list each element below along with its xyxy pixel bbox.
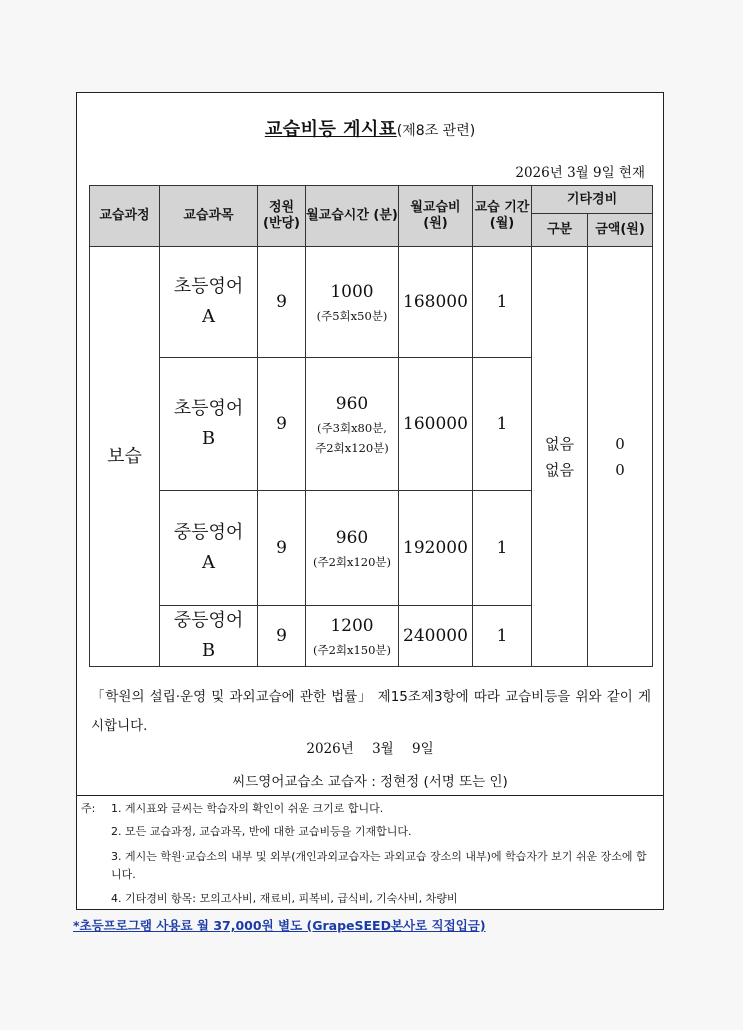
minutes-detail-2: 주2회x120분)	[315, 441, 389, 455]
note-item: 2. 모든 교습과정, 교습과목, 반에 대한 교습비등을 기재합니다.	[111, 825, 412, 838]
etc-type-2: 없음	[545, 460, 574, 479]
capacity-cell: 9	[258, 606, 306, 667]
header-minutes: 월교습시간 (분)	[306, 186, 399, 247]
period-cell: 1	[473, 358, 532, 491]
minutes-value: 1200	[330, 616, 374, 636]
header-capacity: 정원 (반당)	[258, 186, 306, 247]
subject-name: 초등영어	[173, 398, 244, 419]
minutes-value: 1000	[330, 282, 374, 302]
subject-level: A	[202, 552, 215, 573]
document-title	[77, 115, 663, 141]
table-row	[90, 247, 653, 358]
current-date: 2026년 3월 9일 현재	[515, 165, 645, 181]
period-cell: 1	[473, 491, 532, 606]
sign-date: 2026년 3월 9일	[306, 741, 434, 757]
minutes-detail: (주3회x80분,	[317, 421, 387, 435]
minutes-cell	[306, 247, 399, 358]
signer-line: 씨드영어교습소 교습자 : 정현정 (서명 또는 인)	[232, 774, 508, 790]
minutes-cell	[306, 358, 399, 491]
minutes-value: 960	[335, 394, 369, 414]
subject-cell	[160, 358, 258, 491]
subject-level: B	[201, 428, 216, 449]
etc-amount-cell	[588, 247, 653, 667]
title-sub: (제8조 관련)	[396, 123, 476, 139]
header-course: 교습과정	[90, 186, 160, 247]
period-cell: 1	[473, 606, 532, 667]
etc-amount-2: 0	[615, 460, 625, 479]
note-item: 1. 게시표와 글씨는 학습자의 확인이 쉬운 크기로 합니다.	[111, 802, 384, 815]
fee-cell: 168000	[399, 247, 473, 358]
minutes-cell	[306, 491, 399, 606]
period-cell: 1	[473, 247, 532, 358]
header-period: 교습 기간 (월)	[473, 186, 532, 247]
subject-level: A	[202, 306, 215, 327]
fee-notice-sheet	[76, 92, 664, 910]
minutes-detail: (주2회x120분)	[312, 555, 392, 569]
fee-cell: 192000	[399, 491, 473, 606]
capacity-cell: 9	[258, 247, 306, 358]
header-fee: 월교습비 (원)	[399, 186, 473, 247]
minutes-detail: (주2회x150분)	[312, 643, 392, 657]
etc-amount-1: 0	[615, 434, 625, 453]
capacity-cell: 9	[258, 358, 306, 491]
notes-section	[77, 795, 663, 909]
header-etc: 기타경비	[532, 186, 653, 214]
fee-cell: 240000	[399, 606, 473, 667]
etc-type-1: 없음	[545, 434, 574, 453]
minutes-value: 960	[335, 528, 369, 548]
note-item: 3. 게시는 학원·교습소의 내부 및 외부(개인과외교습자는 과외교습 장소의 내부)에 학습자가 보기 쉬운 장소에 합니다.	[111, 850, 647, 881]
subject-cell	[160, 247, 258, 358]
subject-cell	[160, 491, 258, 606]
fee-cell: 160000	[399, 358, 473, 491]
minutes-detail: (주5회x50분)	[316, 309, 388, 323]
subject-name: 중등영어	[173, 522, 244, 543]
statement: 「학원의 설립·운영 및 과외교습에 관한 법률」 제15조제3항에 따라 교습비등을 위와 같이 게시합니다.	[91, 689, 651, 734]
subject-level: B	[201, 640, 216, 661]
etc-type-cell	[532, 247, 588, 667]
subject-name: 초등영어	[173, 276, 244, 297]
header-etc-type: 구분	[532, 214, 588, 247]
title-main: 교습비등 게시표	[264, 119, 397, 140]
capacity-cell: 9	[258, 491, 306, 606]
note-item: 4. 기타경비 항목: 모의고사비, 재료비, 피복비, 급식비, 기숙사비, 차량비	[111, 892, 458, 905]
footer-notice: *초등프로그램 사용료 월 37,000원 별도 (GrapeSEED본사로 직접입금)	[73, 918, 486, 933]
header-subject: 교습과목	[160, 186, 258, 247]
subject-name: 중등영어	[173, 610, 244, 631]
course-cell: 보습	[90, 247, 160, 667]
subject-cell	[160, 606, 258, 667]
fee-table	[89, 185, 653, 667]
notes-head: 주:	[81, 802, 96, 815]
minutes-cell	[306, 606, 399, 667]
header-etc-amount: 금액(원)	[588, 214, 653, 247]
